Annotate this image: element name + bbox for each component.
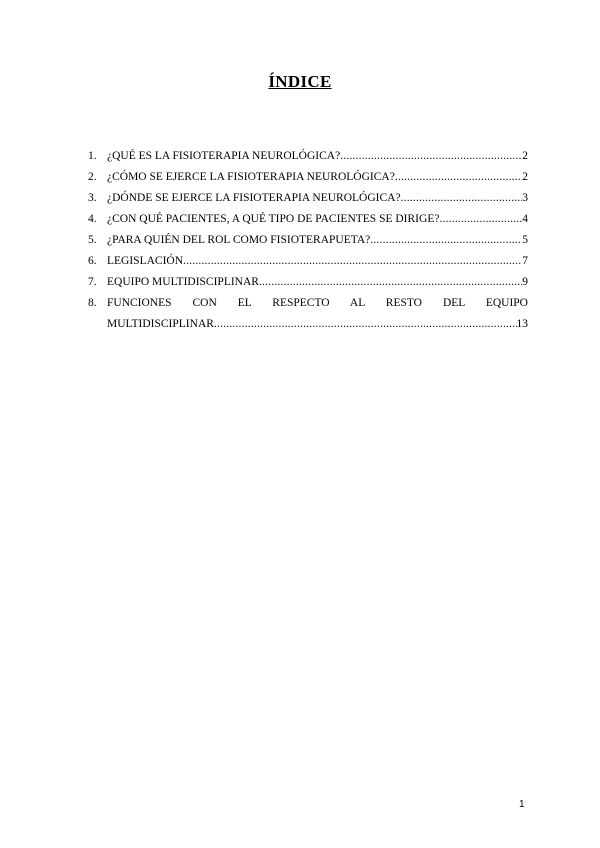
toc-entry-label: ¿DÓNDE SE EJERCE LA FISIOTERAPIA NEUROLÓGICA?	[107, 192, 401, 204]
toc-entry[interactable]	[88, 230, 528, 251]
toc-entry-number: 8.	[88, 297, 97, 309]
page-title: ÍNDICE	[268, 72, 332, 91]
toc-entry-label: ¿QUÉ ES LA FISIOTERAPIA NEUROLÓGICA?	[107, 150, 341, 162]
toc-entry-page: 4	[522, 213, 528, 225]
toc-entry-number: 3.	[88, 192, 97, 204]
toc-entry-page: 7	[522, 255, 528, 267]
toc-entry[interactable]	[88, 167, 528, 188]
page-number: 1	[519, 799, 525, 810]
toc-leader-dots	[395, 167, 522, 188]
toc-leader-dots	[214, 314, 517, 335]
toc-entry-page: 9	[522, 276, 528, 288]
toc-entry-page: 5	[522, 234, 528, 246]
toc-entry-number: 7.	[88, 276, 97, 288]
toc-leader-dots	[183, 251, 522, 272]
toc-leader-dots	[401, 188, 523, 209]
toc-entry-label: ¿PARA QUIÉN DEL ROL COMO FISIOTERAPUETA?	[107, 234, 371, 246]
toc-entry-label: ¿CON QUÉ PACIENTES, A QUÉ TIPO DE PACIENTES SE DIRIGE?	[107, 213, 440, 225]
toc-entry-number: 4.	[88, 213, 97, 225]
toc-leader-dots	[340, 146, 522, 167]
toc-entry-number: 6.	[88, 255, 97, 267]
toc-entry-label-continuation: MULTIDISCIPLINAR	[107, 318, 214, 330]
toc-entry[interactable]	[88, 272, 528, 293]
toc-entry-label: FUNCIONES CON EL RESPECTO AL RESTO DEL EQUIPO	[107, 297, 528, 309]
toc-entry-number: 1.	[88, 150, 97, 162]
toc-entry[interactable]	[88, 188, 528, 209]
toc-leader-dots	[439, 209, 522, 230]
toc-entry[interactable]	[88, 251, 528, 272]
toc-leader-dots	[370, 230, 522, 251]
toc-entry-page: 13	[516, 318, 528, 330]
table-of-contents	[88, 146, 528, 335]
toc-entry-continuation[interactable]	[88, 314, 528, 335]
toc-entry[interactable]	[88, 293, 528, 314]
toc-entry[interactable]	[88, 209, 528, 230]
toc-leader-dots	[259, 272, 522, 293]
toc-entry-page: 3	[522, 192, 528, 204]
toc-entry-page: 2	[522, 150, 528, 162]
toc-entry-page: 2	[522, 171, 528, 183]
toc-entry-label: LEGISLACIÓN	[107, 255, 184, 267]
toc-entry-label: EQUIPO MULTIDISCIPLINAR	[107, 276, 259, 288]
toc-entry-number: 5.	[88, 234, 97, 246]
toc-entry[interactable]	[88, 146, 528, 167]
toc-entry-label: ¿CÓMO SE EJERCE LA FISIOTERAPIA NEUROLÓGICA?	[107, 171, 395, 183]
toc-entry-number: 2.	[88, 171, 97, 183]
